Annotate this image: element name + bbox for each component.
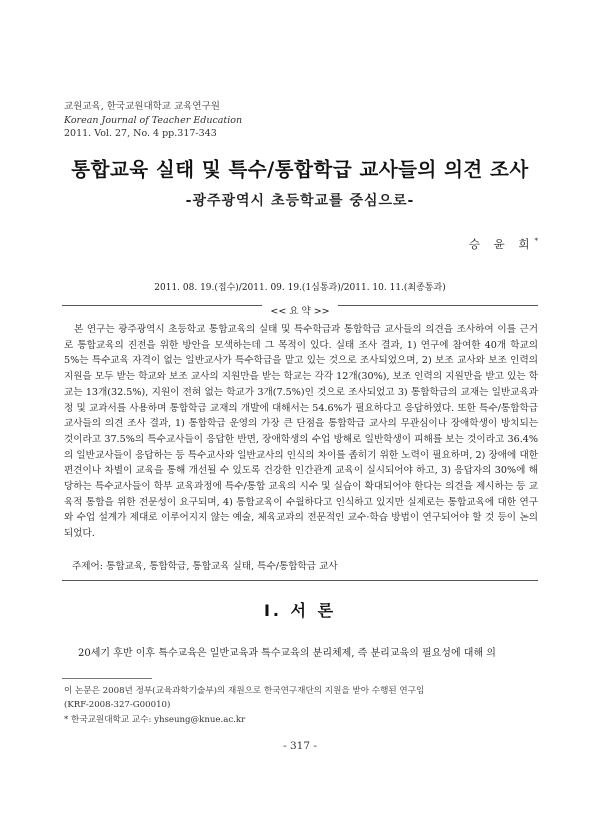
journal-header [64,100,524,141]
abstract-label-wrap [0,299,600,318]
paper-subtitle: -광주광역시 초등학교를 중심으로- [185,193,415,209]
footnote-rule [62,678,152,679]
body-paragraph: 20세기 후반 이후 특수교육은 일반교육과 특수교육의 분리체제, 즉 분리교육의 필요성에 대해 의 [78,648,496,659]
footnotes [64,684,540,727]
review-dates: 2011. 08. 19.(접수)/2011. 09. 19.(1심통과)/2011. 10. 11.(최종통과) [154,283,446,293]
journal-volume: 2011. Vol. 27, No. 4 pp.317-343 [64,128,217,139]
journal-name-english: Korean Journal of Teacher Education [64,114,243,126]
section-heading-introduction: Ⅰ. 서 론 [263,601,337,620]
footnote-grant-number: (KRF-2008-327-G00010) [64,700,171,711]
page-number: - 317 - [283,740,317,752]
abstract-bottom-rule [62,580,538,581]
paper-title: 통합교육 실태 및 특수/통합학급 교사들의 의견 조사 [71,158,529,181]
footnote-funding: 이 논문은 2008년 정부(교육과학기술부)의 재원으로 한국연구재단의 지원을 받아 수행된 연구임 [64,686,425,696]
keywords: 주제어: 통합교육, 통합학급, 통합교육 실태, 특수/통합학급 교사 [72,561,338,572]
author [469,236,538,252]
abstract-label: << 요 약 >> [262,303,337,317]
author-name: 승 윤 희 [468,237,535,251]
author-footnote-mark: * [534,237,538,246]
footnote-author-contact: * 한국교원대학교 교수: yhseung@knue.ac.kr [64,714,246,725]
journal-name-korean: 교원교육, 한국교원대학교 교육연구원 [64,101,220,112]
abstract-text: 본 연구는 광주광역시 초등학교 통합교육의 실태 및 특수학급과 통합학급 교사들의 의견을 조사하여 이를 근거로 통합교육의 진전을 위한 방안을 모색하는데 그 목적이 있다. 실태 조사 결과, 1) 연구에 참여한 40개 학교의 5%는 특수교육 자격이 없는 일반교사가 특수학급을 맡고 있는 것으로 조사되었으며, 2) 보조 교사와 보조 인력의 지원을 모두 받는 학교와 보조 교사의 지원만을 받는 학교는 각각 12개(30%), 보조 인력의 지원만을 받고 있는 학교는 13개(32.5%), 지원이 전혀 없는 학교가 3개(7.5%)인 것으로 조사되었고 3) 통합학급의 교재는 일반교육과정 및 교과서를 사용하며 통합학급 교재의 개발에 대해서는 54.6%가 필요하다고 응답하였다. 또한 특수/통합학급 교사들의 의견 조사 결과, 1) 통합학급 운영의 가장 큰 단점을 통합학급 교사의 무관심이나 장애학생이 방치되는 것이라고 37.5%의 특수교사들이 응답한 반면, 장애학생의 수업 방해로 일반학생이 피해를 보는 것이라고 36.4%의 일반교사들이 응답하는 등 특수교사와 일반교사의 인식의 차이를 좁히기 위한 노력이 필요하며, 2) 장애에 대한 편견이나 차별이 교육을 통해 개선될 수 있도록 건강한 인간관계 교육이 실시되어야 하고, 3) 응답자의 30%에 해당하는 특수교사들이 학부 교육과정에 특수/통합 교육의 시수 및 실습이 확대되어야 한다는 의견을 제시하는 등 교육적 통합을 위한 전문성이 요구되며, 4) 통합교육이 수월하다고 인식하고 있지만 실제로는 통합교육에 대한 연구와 수업 설계가 제대로 이루어지지 않는 예술, 체육교과의 전문적인 교수·학습 방법이 연구되어야 할 것 등이 논의되었다. [64,324,538,540]
